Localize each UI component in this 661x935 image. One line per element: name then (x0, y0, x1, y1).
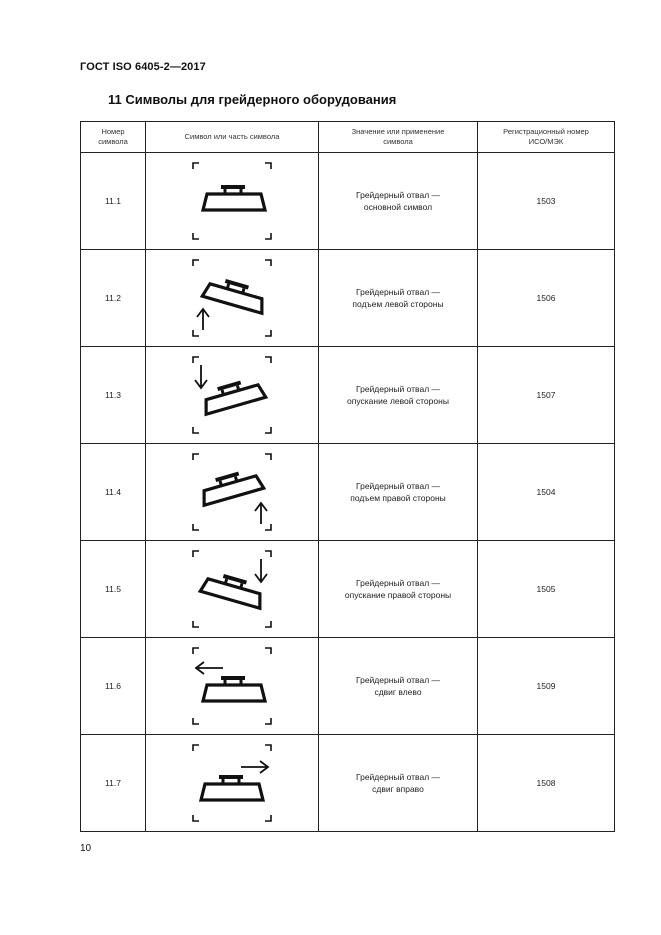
registration-number: 1507 (478, 347, 615, 444)
column-header-number: Номер символа (81, 122, 146, 153)
grader-blade-raise-left-icon (187, 258, 277, 338)
symbol-meaning: Грейдерный отвал — опускание левой стороны (319, 347, 478, 444)
column-header-symbol: Символ или часть символа (146, 122, 319, 153)
symbol-meaning: Грейдерный отвал — основной символ (319, 153, 478, 250)
symbols-table (80, 121, 615, 832)
table-row (81, 541, 615, 638)
grader-blade-raise-right-icon (187, 452, 277, 532)
section-title: 11 Символы для грейдерного оборудования (108, 92, 397, 107)
symbol-cell (146, 638, 319, 735)
symbol-number: 11.4 (81, 444, 146, 541)
symbol-cell (146, 250, 319, 347)
registration-number: 1503 (478, 153, 615, 250)
symbol-cell (146, 347, 319, 444)
symbol-number: 11.1 (81, 153, 146, 250)
registration-number: 1509 (478, 638, 615, 735)
grader-blade-lower-right-icon (187, 549, 277, 629)
symbol-number: 11.2 (81, 250, 146, 347)
column-header-registration: Регистрационный номер ИСО/МЭК (478, 122, 615, 153)
table-row (81, 638, 615, 735)
registration-number: 1504 (478, 444, 615, 541)
registration-number: 1505 (478, 541, 615, 638)
symbol-number: 11.6 (81, 638, 146, 735)
registration-number: 1508 (478, 735, 615, 832)
grader-blade-shift-left-icon (187, 646, 277, 726)
table-row (81, 444, 615, 541)
table-row (81, 347, 615, 444)
symbol-cell (146, 735, 319, 832)
symbol-number: 11.5 (81, 541, 146, 638)
symbol-number: 11.7 (81, 735, 146, 832)
standard-designation: ГОСТ ISO 6405-2—2017 (80, 61, 206, 73)
symbol-meaning: Грейдерный отвал — опускание правой стороны (319, 541, 478, 638)
symbol-meaning: Грейдерный отвал — сдвиг вправо (319, 735, 478, 832)
symbol-cell (146, 541, 319, 638)
symbol-meaning: Грейдерный отвал — сдвиг влево (319, 638, 478, 735)
table-row (81, 153, 615, 250)
table-row (81, 250, 615, 347)
symbol-meaning: Грейдерный отвал — подъем левой стороны (319, 250, 478, 347)
table-header-row (81, 122, 615, 153)
page-number: 10 (80, 843, 92, 854)
symbol-meaning: Грейдерный отвал — подъем правой стороны (319, 444, 478, 541)
symbol-cell (146, 444, 319, 541)
grader-blade-icon (187, 161, 277, 241)
symbol-cell (146, 153, 319, 250)
column-header-meaning: Значение или применение символа (319, 122, 478, 153)
grader-blade-lower-left-icon (187, 355, 277, 435)
symbol-number: 11.3 (81, 347, 146, 444)
table-row (81, 735, 615, 832)
grader-blade-shift-right-icon (187, 743, 277, 823)
registration-number: 1506 (478, 250, 615, 347)
